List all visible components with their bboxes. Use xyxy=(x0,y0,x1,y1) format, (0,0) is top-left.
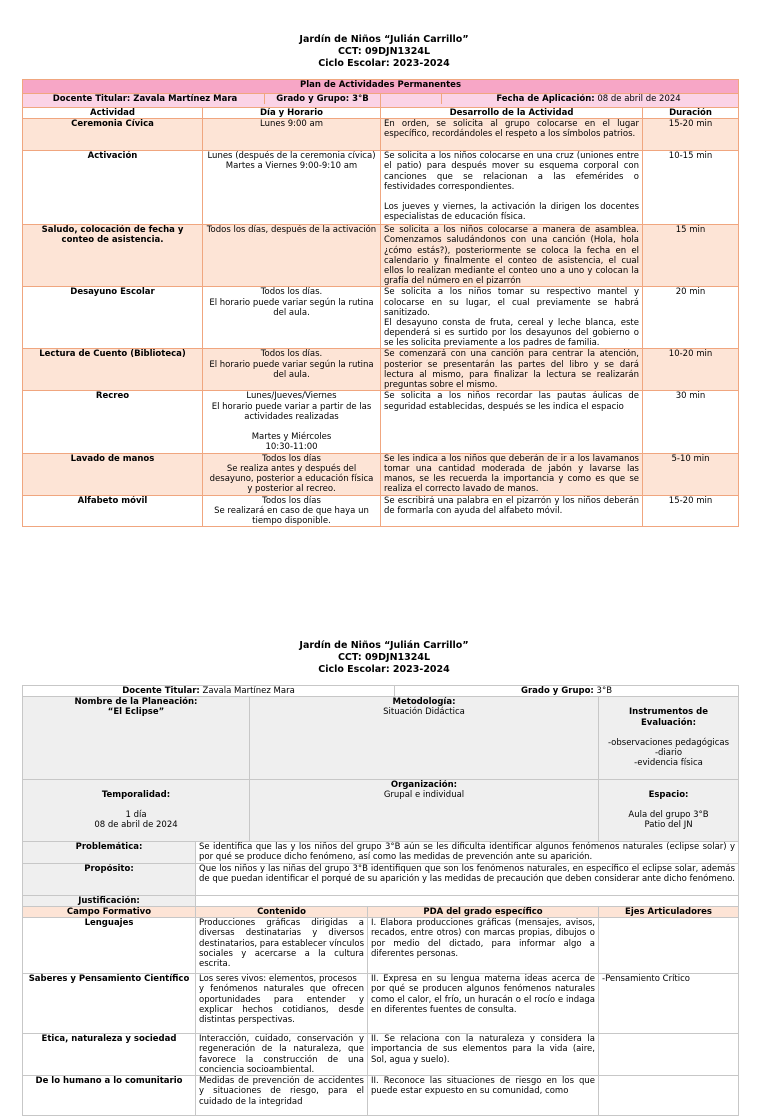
date-value: 08 de abril de 2024 xyxy=(594,94,681,104)
method-value: Situación Didáctica xyxy=(383,707,465,718)
field-pda: II. Se relaciona con la naturaleza y considera la importancia de sus elementos para la vida (aire, Sol, agua y suelo). xyxy=(368,1034,599,1076)
activity-duration: 5-10 min xyxy=(643,453,739,495)
activity-schedule: Todos los días, después de la activación xyxy=(203,225,381,287)
activity-duration: 30 min xyxy=(643,391,739,453)
field-row xyxy=(23,1076,739,1116)
col-axes: Ejes Articuladores xyxy=(599,907,739,918)
school-name: Jardín de Niños “Julián Carrillo” xyxy=(299,34,469,45)
field-row xyxy=(23,1034,739,1076)
problem-label: Problemática: xyxy=(23,841,196,863)
grade-row xyxy=(395,686,739,697)
col-duration: Duración xyxy=(643,108,739,119)
instruments-label: Instrumentos de Evaluación: xyxy=(628,707,709,728)
field-name: De lo humano a lo comunitario xyxy=(23,1076,196,1116)
col-content: Contenido xyxy=(196,907,368,918)
school-cct: CCT: 09DJN1324L xyxy=(337,45,431,57)
time-value: 1 día 08 de abril de 2024 xyxy=(94,810,178,831)
time-label: Temporalidad: xyxy=(101,789,171,800)
field-row xyxy=(23,918,739,974)
purpose-value: Que los niños y las niñas del grupo 3°B identifiquen que son los fenómenos naturales, en específico el eclipse solar, además de que puedan identificar el porqué de su aparición y las medidas de precaución que deben considerar ante dicho fenómeno. xyxy=(196,863,739,895)
field-pda: II. Reconoce las situaciones de riesgo en los que puede estar expuesto en su comunidad, como xyxy=(368,1076,599,1116)
teacher-label xyxy=(23,94,381,108)
organization xyxy=(250,779,599,841)
org-label: Organización: xyxy=(390,779,458,790)
col-development: Desarrollo de la Actividad xyxy=(381,108,643,119)
activity-row xyxy=(23,495,739,527)
activity-duration: 10-20 min xyxy=(643,349,739,391)
activity-development: Se les indica a los niños que deberán de ir a los lavamanos tomar una cantidad moderada de jabón y lavarse las manos, se les recuerda la importancia y como es que se realiza el correcto lavado de manos. xyxy=(381,453,643,495)
activity-schedule: Todos los días Se realiza antes y después del desayuno, posterior a educación física y posterior al recreo. xyxy=(203,453,381,495)
activity-duration: 15 min xyxy=(643,225,739,287)
activity-development: Se solicita a los niños colocarse en una cruz (uniones entre el patio) para después mover su esquema corporal con canciones que se relacionan a las efemérides o festividades correspondientes. Los jueves y viernes, la activación la dirigen los docentes especialistas de educación física. xyxy=(381,151,643,225)
grade-text: Grado y Grupo: 3°B xyxy=(264,94,380,104)
justification-value xyxy=(196,895,739,906)
activity-row xyxy=(23,391,739,453)
activity-schedule: Lunes 9:00 am xyxy=(203,119,381,151)
activity-development: Se escribirá una palabra en el pizarrón y los niños deberán de formarla con ayuda del alfabeto móvil. xyxy=(381,495,643,527)
field-content: Producciones gráficas dirigidas a diversas destinatarias y diversos destinatarios, para establecer vínculos sociales y acercarse a la cultura escrita. xyxy=(196,918,368,974)
instruments xyxy=(599,697,739,780)
planning-value: “El Eclipse” xyxy=(107,707,165,718)
document-header xyxy=(0,34,768,70)
purpose-label: Propósito: xyxy=(23,863,196,895)
temporality xyxy=(23,779,250,841)
field-content: Los seres vivos: elementos, procesos y fenómenos naturales que ofrecen oportunidades para entender y explicar hechos cotidianos, desde distintas perspectivas. xyxy=(196,974,368,1034)
date-cell xyxy=(381,94,739,108)
activity-name: Lavado de manos xyxy=(23,453,203,495)
method-label: Metodología: xyxy=(392,697,456,708)
field-row xyxy=(23,974,739,1034)
col-schedule: Día y Horario xyxy=(203,108,381,119)
school-name-2: Jardín de Niños “Julián Carrillo” xyxy=(299,640,469,651)
permanent-activities-table xyxy=(22,79,739,527)
activity-row xyxy=(23,453,739,495)
teacher-text: Docente Titular: Zavala Martínez Mara xyxy=(52,94,238,104)
justification-label: Justificación: xyxy=(23,895,196,906)
org-value: Grupal e individual xyxy=(383,789,465,800)
activity-name: Recreo xyxy=(23,391,203,453)
teacher-value-2: Zavala Martínez Mara xyxy=(199,686,295,696)
space xyxy=(599,779,739,841)
col-activity: Actividad xyxy=(23,108,203,119)
field-name: Ética, naturaleza y sociedad xyxy=(23,1034,196,1076)
field-axes: -Pensamiento Crítico xyxy=(599,974,739,1034)
fields-body xyxy=(23,918,739,1116)
activity-schedule: Todos los días. El horario puede variar según la rutina del aula. xyxy=(203,349,381,391)
activity-schedule: Todos los días. El horario puede variar según la rutina del aula. xyxy=(203,287,381,349)
field-pda: II. Expresa en su lengua materna ideas acerca de por qué se producen algunos fenómenos naturales como el calor, el frío, un huracán o el rocío e indaga en diferentes fuentes de consulta. xyxy=(368,974,599,1034)
space-value: Aula del grupo 3°B Patio del JN xyxy=(628,810,709,831)
field-content: Medidas de prevención de accidentes y situaciones de riesgo, para el cuidado de la integridad xyxy=(196,1076,368,1116)
activity-name: Saludo, colocación de fecha y conteo de asistencia. xyxy=(23,225,203,287)
activities-body xyxy=(23,119,739,527)
field-name: Saberes y Pensamiento Científico xyxy=(23,974,196,1034)
activity-development: Se comenzará con una canción para centrar la atención, posterior se presentarán las partes del libro y se dará lectura al mismo, para finalizar la lectura se realizarán preguntas sobre el mismo. xyxy=(381,349,643,391)
planning-label: Nombre de la Planeación: xyxy=(74,697,198,708)
planning-table xyxy=(22,685,739,1116)
plan-title: Plan de Actividades Permanentes xyxy=(23,80,739,94)
activity-development: Se solicita a los niños recordar las pautas áulicas de seguridad establecidas, después se les indica el espacio xyxy=(381,391,643,453)
school-cycle: Ciclo Escolar: 2023-2024 xyxy=(318,57,450,69)
teacher-label-2: Docente Titular: xyxy=(122,686,200,696)
activity-schedule: Lunes (después de la ceremonia cívica) Martes a Viernes 9:00-9:10 am xyxy=(203,151,381,225)
field-axes xyxy=(599,1034,739,1076)
space-label: Espacio: xyxy=(648,789,689,800)
activity-duration: 20 min xyxy=(643,287,739,349)
date-label: Fecha de Aplicación: xyxy=(496,94,595,104)
document-header-2 xyxy=(0,640,768,676)
activity-row xyxy=(23,287,739,349)
activity-development: En orden, se solicita al grupo colocarse en el lugar específico, recordándoles el respeto a los símbolos patrios. xyxy=(381,119,643,151)
col-pda: PDA del grado específico xyxy=(368,907,599,918)
activity-row xyxy=(23,349,739,391)
field-pda: I. Elabora producciones gráficas (mensajes, avisos, recados, entre otros) con marcas propias, dibujos o por medio del dictado, para informar algo a diferentes personas. xyxy=(368,918,599,974)
field-axes xyxy=(599,1076,739,1116)
activity-name: Lectura de Cuento (Biblioteca) xyxy=(23,349,203,391)
col-field: Campo Formativo xyxy=(23,907,196,918)
activity-row xyxy=(23,119,739,151)
activity-row xyxy=(23,151,739,225)
instruments-value: -observaciones pedagógicas -diario -evidencia física xyxy=(607,737,730,769)
activity-name: Alfabeto móvil xyxy=(23,495,203,527)
activity-development: Se solicita a los niños colocarse a manera de asamblea. Comenzamos saludándonos con una canción (Hola, hola ¿cómo estás?), posteriormente se coloca la fecha en el calendario y finalmente el conteo de asistencia, el cual ellos lo realizan mediante el conteo uno a uno y colocan la grafía del número en el pizarrón xyxy=(381,225,643,287)
planning-name xyxy=(23,697,250,780)
school-cycle-2: Ciclo Escolar: 2023-2024 xyxy=(318,663,450,675)
activity-name: Desayuno Escolar xyxy=(23,287,203,349)
problem-value: Se identifica que las y los niños del grupo 3°B aún se les dificulta identificar algunos fenómenos naturales (eclipse solar) y por qué se produce dicho fenómeno, así como las medidas de prevención ante su aparición. xyxy=(196,841,739,863)
activity-row xyxy=(23,225,739,287)
activity-development: Se solicita a los niños tomar su respectivo mantel y colocarse en su lugar, el cual previamente se habrá sanitizado. El desayuno consta de fruta, cereal y leche blanca, este dependerá si es surtido por los desayunos del gobierno o se les solicita previamente a los padres de familia. xyxy=(381,287,643,349)
activity-duration: 15-20 min xyxy=(643,119,739,151)
activity-name: Ceremonia Cívica xyxy=(23,119,203,151)
grade-value-2: 3°B xyxy=(593,686,613,696)
activity-duration: 10-15 min xyxy=(643,151,739,225)
school-cct-2: CCT: 09DJN1324L xyxy=(337,651,431,663)
activity-name: Activación xyxy=(23,151,203,225)
field-name: Lenguajes xyxy=(23,918,196,974)
activity-schedule: Todos los días Se realizará en caso de que haya un tiempo disponible. xyxy=(203,495,381,527)
activity-schedule: Lunes/Jueves/Viernes El horario puede variar a partir de las actividades realizadas Martes y Miércoles 10:30-11:00 xyxy=(203,391,381,453)
field-content: Interacción, cuidado, conservación y regeneración de la naturaleza, que favorece la construcción de una conciencia socioambiental. xyxy=(196,1034,368,1076)
grade-label-2: Grado y Grupo: xyxy=(520,686,594,696)
teacher-row xyxy=(23,686,395,697)
field-axes xyxy=(599,918,739,974)
activity-duration: 15-20 min xyxy=(643,495,739,527)
methodology xyxy=(250,697,599,780)
